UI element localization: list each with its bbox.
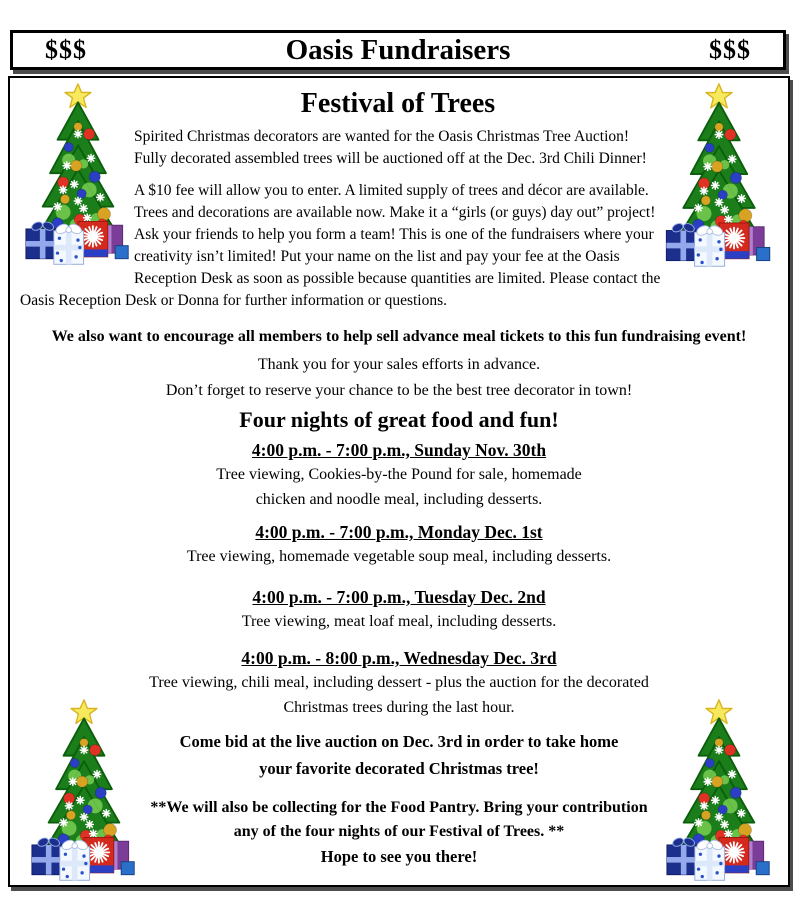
closing-line: Hope to see you there! — [320, 847, 478, 866]
christmas-tree-icon — [22, 82, 134, 282]
schedule-entry-monday — [20, 520, 778, 569]
schedule-description-line: chicken and noodle meal, including desserts. — [255, 491, 543, 508]
food-pantry-note-line: **We will also be collecting for the Food Pantry. Bring your contribution — [150, 799, 648, 816]
schedule-description-line: Christmas trees during the last hour. — [283, 699, 515, 716]
details-paragraph: A $10 fee will allow you to enter. A limited supply of trees and décor are available. Trees and decorations are available now. Make it a “girls (or guys) day out” project! Ask your friends to help you form a team! This is one of the fundraisers where your creativity isn’t limited! Put your name on the list and pay your fee at the Oasis Reception Desk as soon as possible because quantities are limited. Please contact the Oasis Reception Desk or Donna for further information or questions. — [20, 182, 661, 309]
christmas-tree-icon — [28, 698, 140, 884]
auction-note-line: your favorite decorated Christmas tree! — [259, 759, 539, 778]
reserve-line: Don’t forget to reserve your chance to be the best tree decorator in town! — [165, 382, 633, 399]
dollar-signs-left: $$$ — [45, 35, 87, 64]
dollar-signs-right: $$$ — [709, 35, 751, 64]
food-pantry-note-line: any of the four nights of our Festival of Trees. ** — [233, 823, 565, 840]
schedule-entry-sunday — [20, 438, 778, 512]
schedule-description-line: Tree viewing, homemade vegetable soup meal, including desserts. — [186, 548, 612, 565]
schedule-time: 4:00 p.m. - 7:00 p.m., Monday Dec. 1st — [255, 522, 543, 542]
intro-paragraph: Spirited Christmas decorators are wanted for the Oasis Christmas Tree Auction! Fully decorated assembled trees will be auctioned off at the Dec. 3rd Chili Dinner! — [134, 128, 647, 167]
auction-note-line: Come bid at the live auction on Dec. 3rd in order to take home — [179, 732, 619, 751]
schedule-time: 4:00 p.m. - 7:00 p.m., Sunday Nov. 30th — [251, 440, 547, 460]
christmas-tree-icon — [662, 82, 778, 282]
schedule-description-line: Tree viewing, meat loaf meal, including desserts. — [241, 613, 557, 630]
encourage-note: We also want to encourage all members to help sell advance meal tickets to this fun fundraising event! — [51, 328, 747, 345]
schedule-heading: Four nights of great food and fun! — [239, 407, 559, 432]
christmas-tree-icon — [662, 698, 776, 884]
thanks-line: Thank you for your sales efforts in advance. — [257, 356, 541, 373]
flyer-body — [8, 76, 790, 887]
schedule-description-line: Tree viewing, Cookies-by-the Pound for sale, homemade — [216, 466, 582, 483]
schedule-time: 4:00 p.m. - 8:00 p.m., Wednesday Dec. 3rd — [241, 648, 557, 668]
schedule-time: 4:00 p.m. - 7:00 p.m., Tuesday Dec. 2nd — [252, 587, 546, 607]
schedule-description-line: Tree viewing, chili meal, including dessert - plus the auction for the decorated — [149, 674, 649, 691]
page-title: Festival of Trees — [300, 88, 496, 119]
schedule-entry-tuesday — [20, 585, 778, 634]
banner-title: Oasis Fundraisers — [285, 33, 511, 66]
banner — [10, 30, 786, 70]
